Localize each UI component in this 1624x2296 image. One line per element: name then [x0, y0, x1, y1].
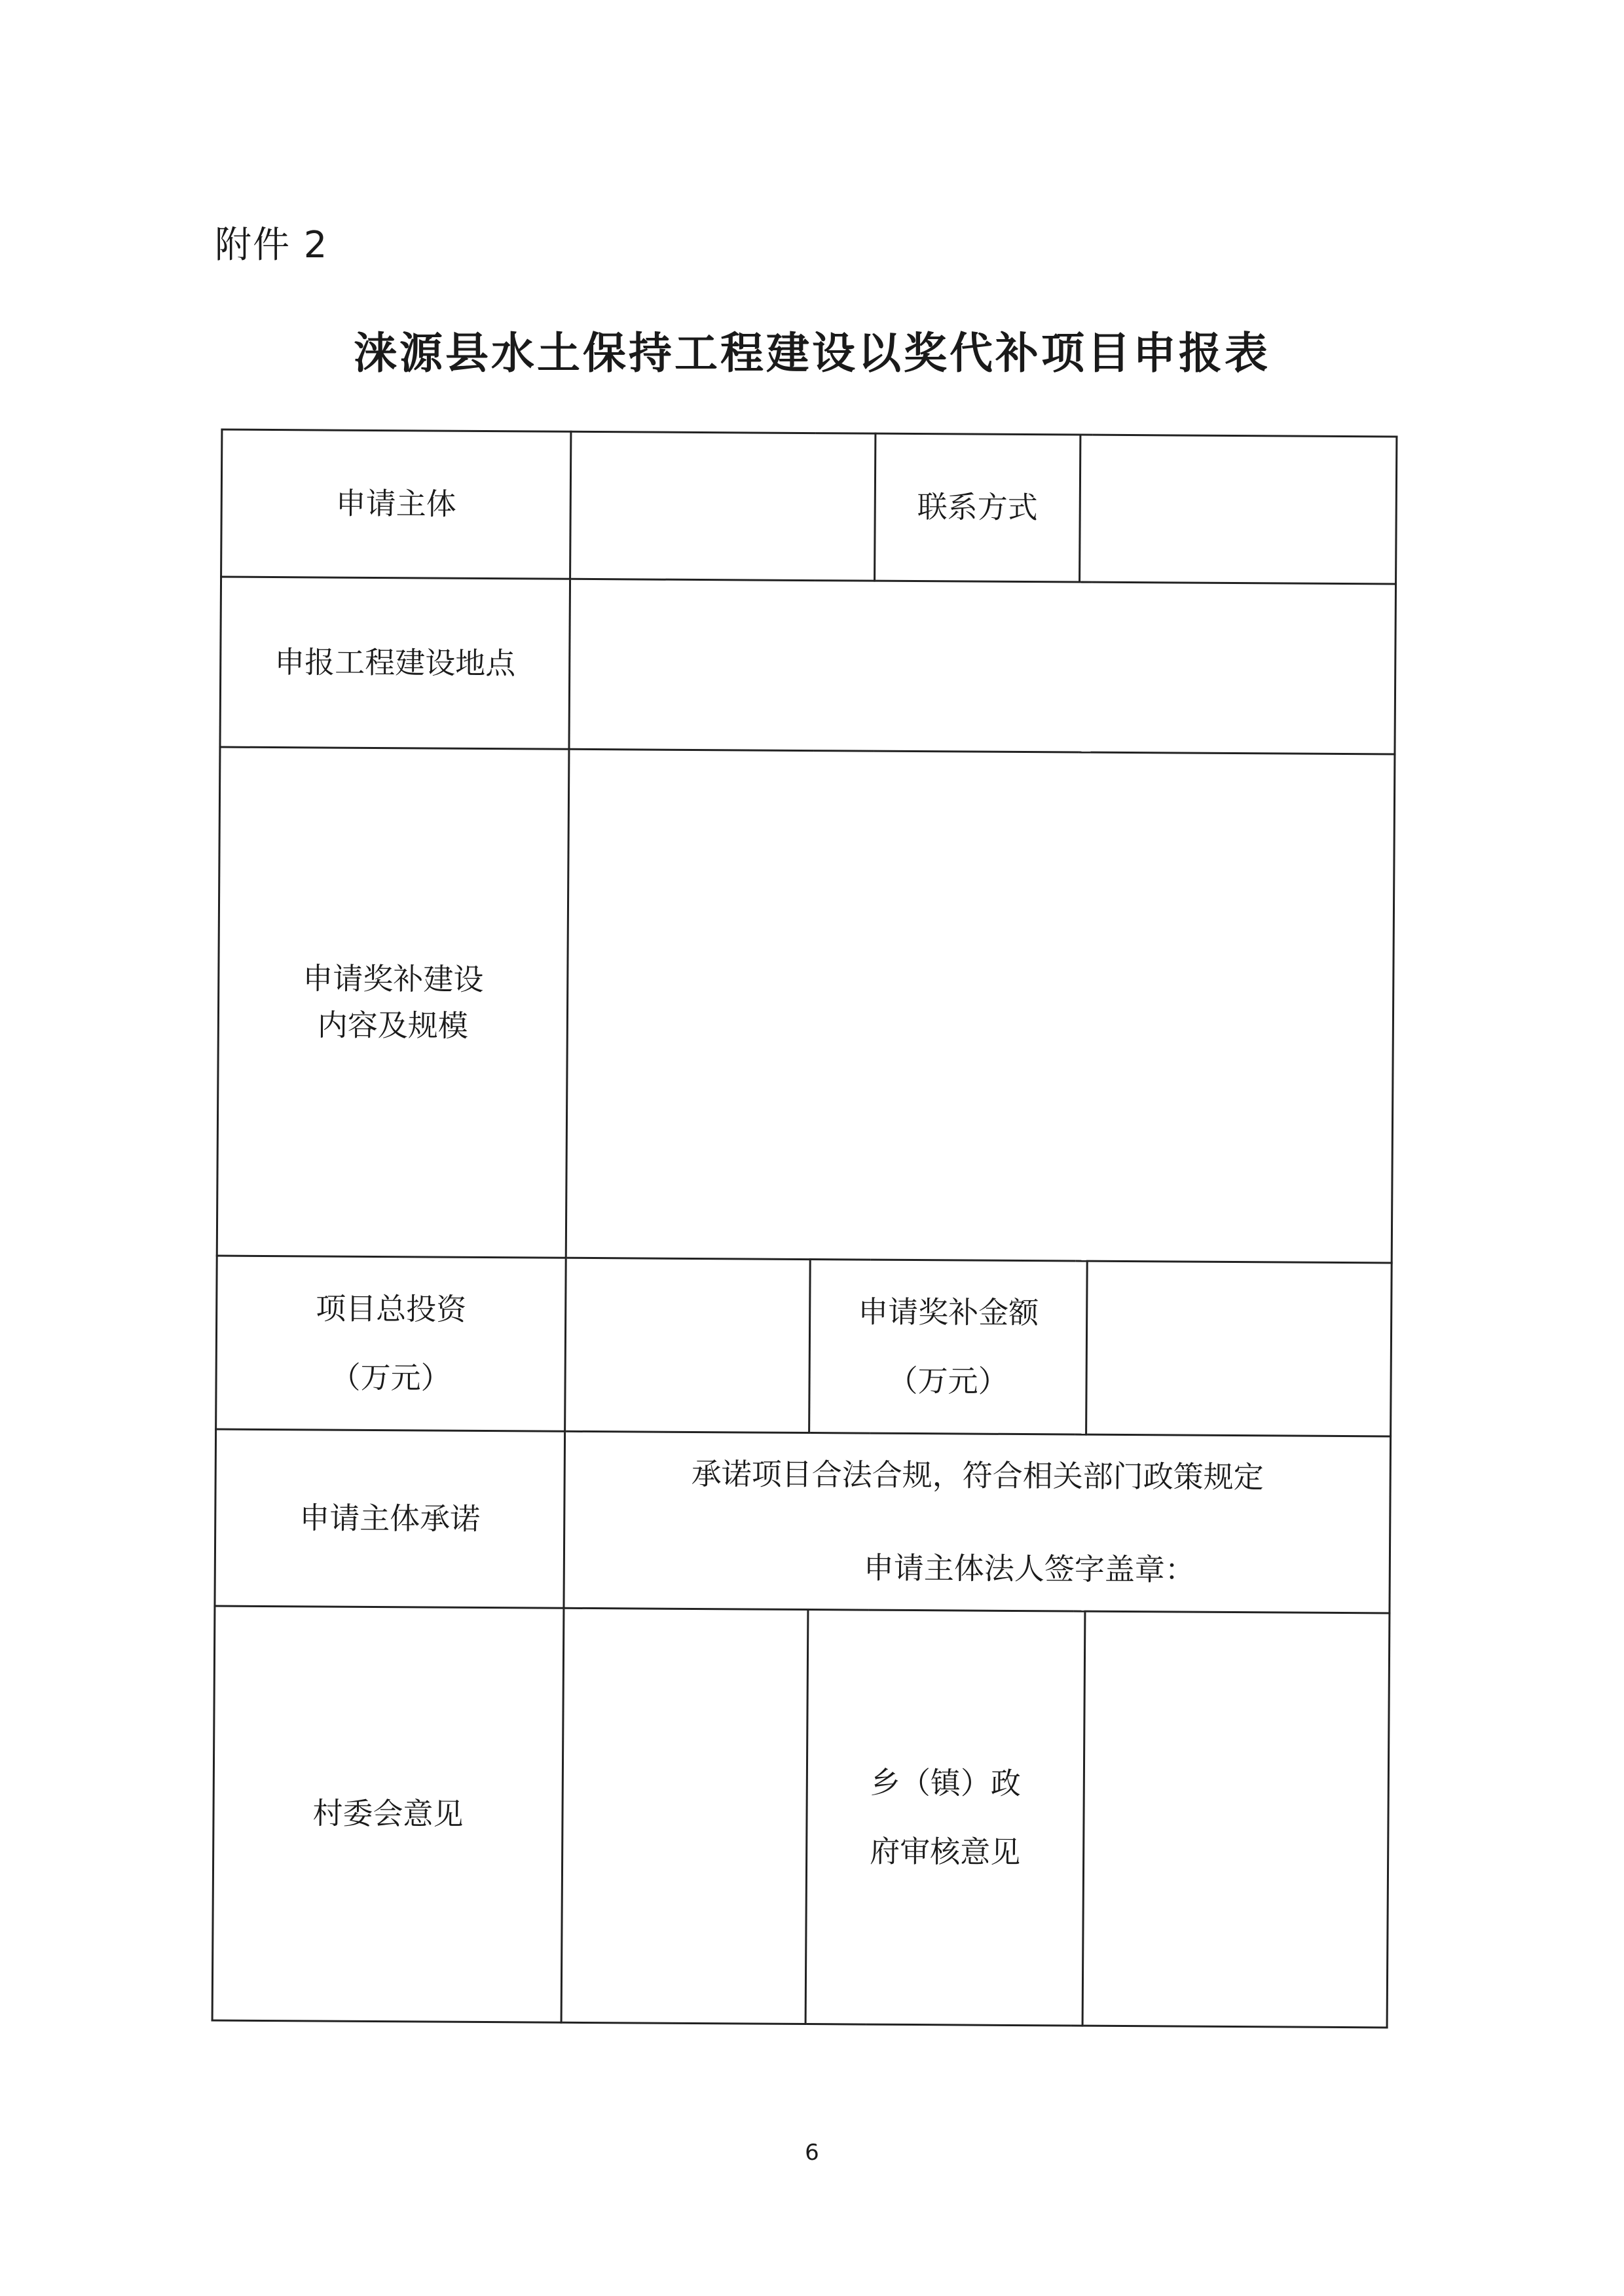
applicant-label: 申请主体: [221, 429, 571, 579]
location-label: 申报工程建设地点: [220, 577, 570, 749]
form-row-opinions: [212, 1606, 1390, 2028]
village-opinion-label: 村委会意见: [212, 1606, 564, 2022]
total-investment-field[interactable]: [565, 1258, 811, 1432]
village-opinion-field[interactable]: [561, 1608, 808, 2024]
form-row-commitment: [215, 1429, 1391, 1613]
contact-label: 联系方式: [875, 433, 1080, 582]
contact-field[interactable]: [1080, 435, 1397, 584]
content-scale-label: 申请奖补建设 内容及规模: [217, 747, 569, 1258]
subsidy-amount-label: 申请奖补金额 （万元）: [809, 1260, 1088, 1435]
commitment-cell[interactable]: [564, 1431, 1391, 1613]
commitment-text: 承诺项目合法合规，符合相关部门政策规定: [691, 1456, 1264, 1495]
form-row-content: [217, 747, 1395, 1263]
commitment-label: 申请主体承诺: [215, 1429, 565, 1608]
page-number: 6: [805, 2140, 819, 2166]
township-opinion-field[interactable]: [1082, 1611, 1390, 2028]
document-title: 涞源县水土保持工程建设以奖代补项目申报表: [354, 328, 1270, 378]
subsidy-amount-field[interactable]: [1086, 1261, 1392, 1436]
total-investment-label: 项目总投资 （万元）: [216, 1256, 566, 1431]
location-field[interactable]: [569, 579, 1396, 754]
applicant-field[interactable]: [570, 431, 876, 581]
township-opinion-label: 乡（镇）政 府审核意见: [805, 1610, 1085, 2026]
signature-text: 申请主体法人签字盖章：: [863, 1550, 1195, 1588]
form-row-investment: [216, 1256, 1392, 1436]
form-row-applicant: [221, 429, 1397, 584]
form-row-location: [220, 577, 1396, 754]
application-form-table: [212, 429, 1398, 2029]
content-scale-field[interactable]: [566, 749, 1395, 1263]
attachment-label: 附件 2: [215, 224, 329, 266]
